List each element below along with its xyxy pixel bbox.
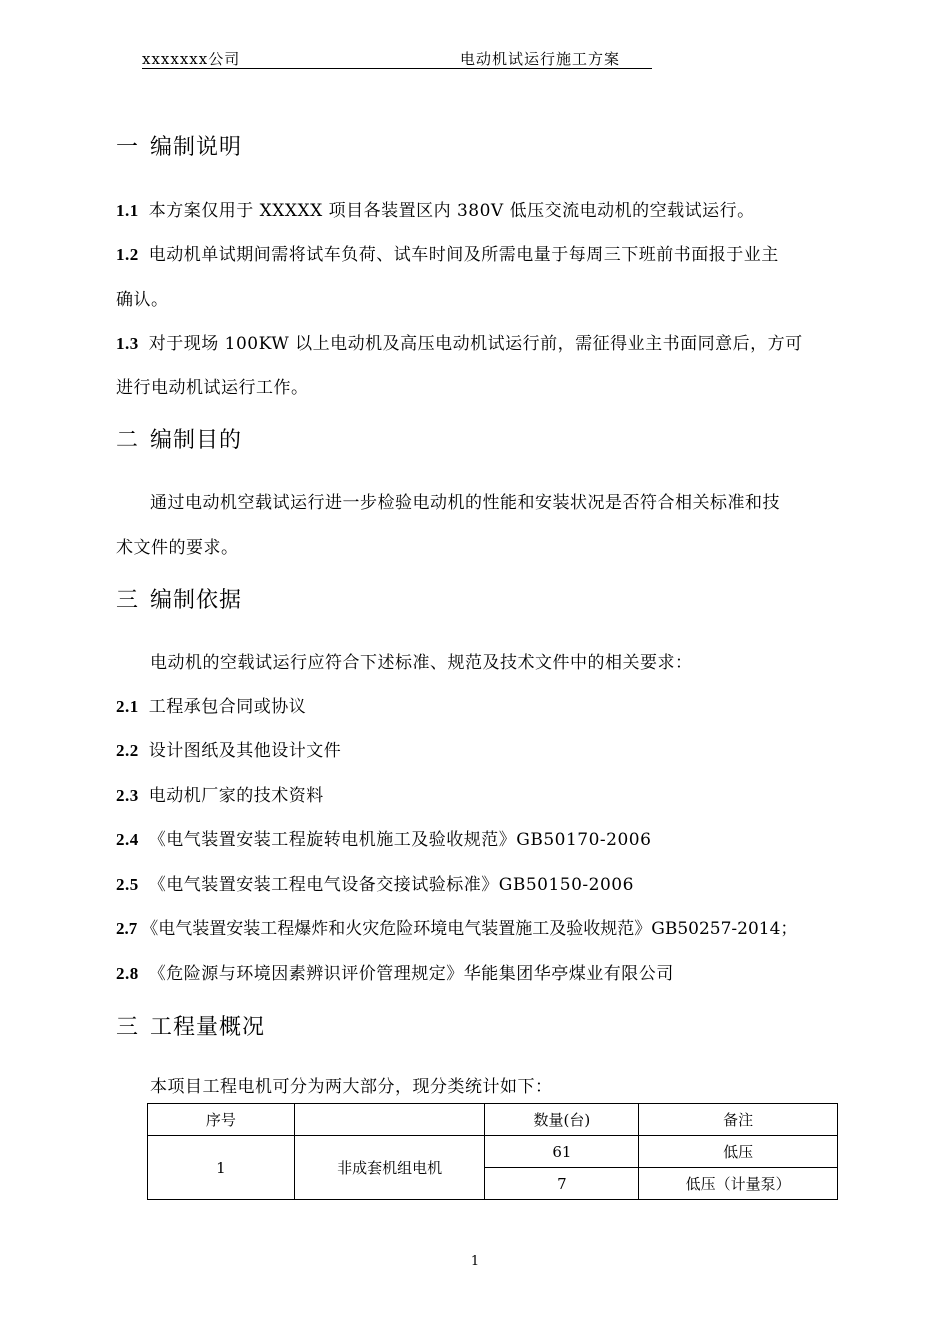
company-name: xxxxxxx公司 bbox=[142, 50, 241, 68]
basis-item: 2.8 《危险源与环境因素辨识评价管理规定》华能集团华亭煤业有限公司 bbox=[116, 964, 674, 984]
header-note: 备注 bbox=[639, 1104, 838, 1136]
paragraph-1-3: 1.3 对于现场 100KW 以上电动机及高压电动机试运行前，需征得业主书面同意后，方可 bbox=[116, 334, 803, 354]
header-quantity: 数量(台) bbox=[485, 1104, 639, 1136]
cell-quantity: 61 bbox=[485, 1136, 639, 1168]
section-heading-2: 二 编制目的 bbox=[116, 428, 243, 453]
paragraph-2-line-1: 通过电动机空载试运行进一步检验电动机的性能和安装状况是否符合相关标准和技 bbox=[150, 493, 780, 513]
basis-item: 2.1 工程承包合同或协议 bbox=[116, 697, 307, 717]
cell-index: 1 bbox=[148, 1136, 295, 1200]
cell-note: 低压 bbox=[639, 1136, 838, 1168]
paragraph-1-1: 1.1 本方案仅用于 XXXXX 项目各装置区内 380V 低压交流电动机的空载试运行。 bbox=[116, 201, 755, 221]
basis-item: 2.2 设计图纸及其他设计文件 bbox=[116, 741, 342, 761]
paragraph-1-2-cont: 确认。 bbox=[116, 290, 169, 310]
section-heading-3: 三 编制依据 bbox=[116, 588, 243, 613]
paragraph-1-3-cont: 进行电动机试运行工作。 bbox=[116, 378, 309, 398]
basis-item: 2.7 《电气装置安装工程爆炸和火灾危险环境电气装置施工及验收规范》GB50257-2014； bbox=[116, 919, 798, 939]
header-index: 序号 bbox=[148, 1104, 295, 1136]
table-row bbox=[148, 1136, 838, 1168]
basis-item: 2.5 《电气装置安装工程电气设备交接试验标准》GB50150-2006 bbox=[116, 875, 634, 895]
page-header bbox=[142, 48, 652, 69]
page-number: 1 bbox=[470, 1254, 480, 1269]
cell-note: 低压（计量泵） bbox=[639, 1168, 838, 1200]
section-3-intro: 电动机的空载试运行应符合下述标准、规范及技术文件中的相关要求： bbox=[150, 653, 693, 673]
header-name bbox=[294, 1104, 485, 1136]
section-4-intro: 本项目工程电机可分为两大部分，现分类统计如下： bbox=[150, 1077, 553, 1097]
section-heading-1: 一 编制说明 bbox=[116, 135, 243, 160]
basis-item: 2.4 《电气装置安装工程旋转电机施工及验收规范》GB50170-2006 bbox=[116, 830, 652, 850]
table-header-row bbox=[148, 1104, 838, 1136]
cell-quantity: 7 bbox=[485, 1168, 639, 1200]
section-heading-4: 三 工程量概况 bbox=[116, 1015, 266, 1040]
cell-name: 非成套机组电机 bbox=[294, 1136, 485, 1200]
document-title: 电动机试运行施工方案 bbox=[460, 50, 621, 68]
paragraph-1-2: 1.2 电动机单试期间需将试车负荷、试车时间及所需电量于每周三下班前书面报于业主 bbox=[116, 245, 779, 265]
basis-item: 2.3 电动机厂家的技术资料 bbox=[116, 786, 324, 806]
motor-quantity-table bbox=[147, 1103, 838, 1200]
paragraph-2-line-2: 术文件的要求。 bbox=[116, 538, 239, 558]
